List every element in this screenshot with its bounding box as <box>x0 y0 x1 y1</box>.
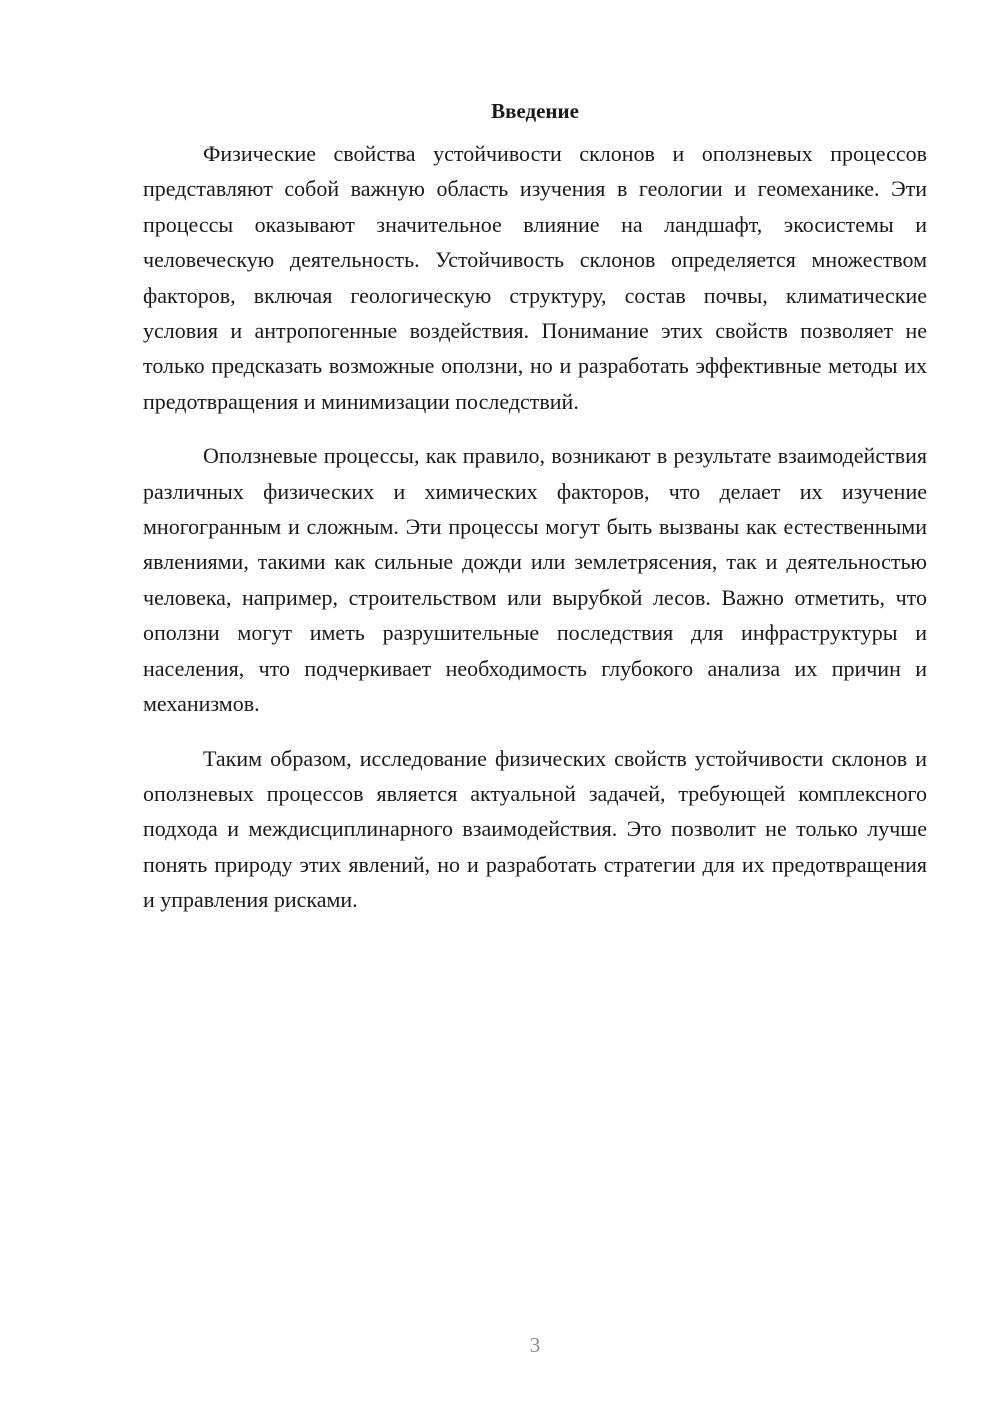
page-number: 3 <box>529 1333 541 1357</box>
paragraph-2: Оползневые процессы, как правило, возникают в результате взаимодействия различных физических и химических факторов, что делает их изучение многогранным и сложным. Эти процессы могут быть вызваны как естественными явлениями, такими как сильные дожди или землетрясения, так и деятельностью человека, например, строительством или вырубкой лесов. Важно отметить, что оползни могут иметь разрушительные последствия для инфраструктуры и населения, что подчеркивает необходимость глубокого анализа их причин и механизмов. <box>143 443 927 717</box>
document-body <box>143 96 927 937</box>
paragraph-3: Таким образом, исследование физических свойств устойчивости склонов и оползневых процессов является актуальной задачей, требующей комплексного подхода и междисциплинарного взаимодействия. Это позволит не только лучше понять природу этих явлений, но и разработать стратегии для их предотвращения и управления рисками. <box>143 745 927 913</box>
paragraph-1: Физические свойства устойчивости склонов и оползневых процессов представляют собой важную область изучения в геологии и геомеханике. Эти процессы оказывают значительное влияние на ландшафт, экосистемы и человеческую деятельность. Устойчивость склонов определяется множеством факторов, включая геологическую структуру, состав почвы, климатические условия и антропогенные воздействия. Понимание этих свойств позволяет не только предсказать возможные оползни, но и разработать эффективные методы их предотвращения и минимизации последствий. <box>143 141 927 414</box>
section-heading: Введение <box>491 99 579 123</box>
